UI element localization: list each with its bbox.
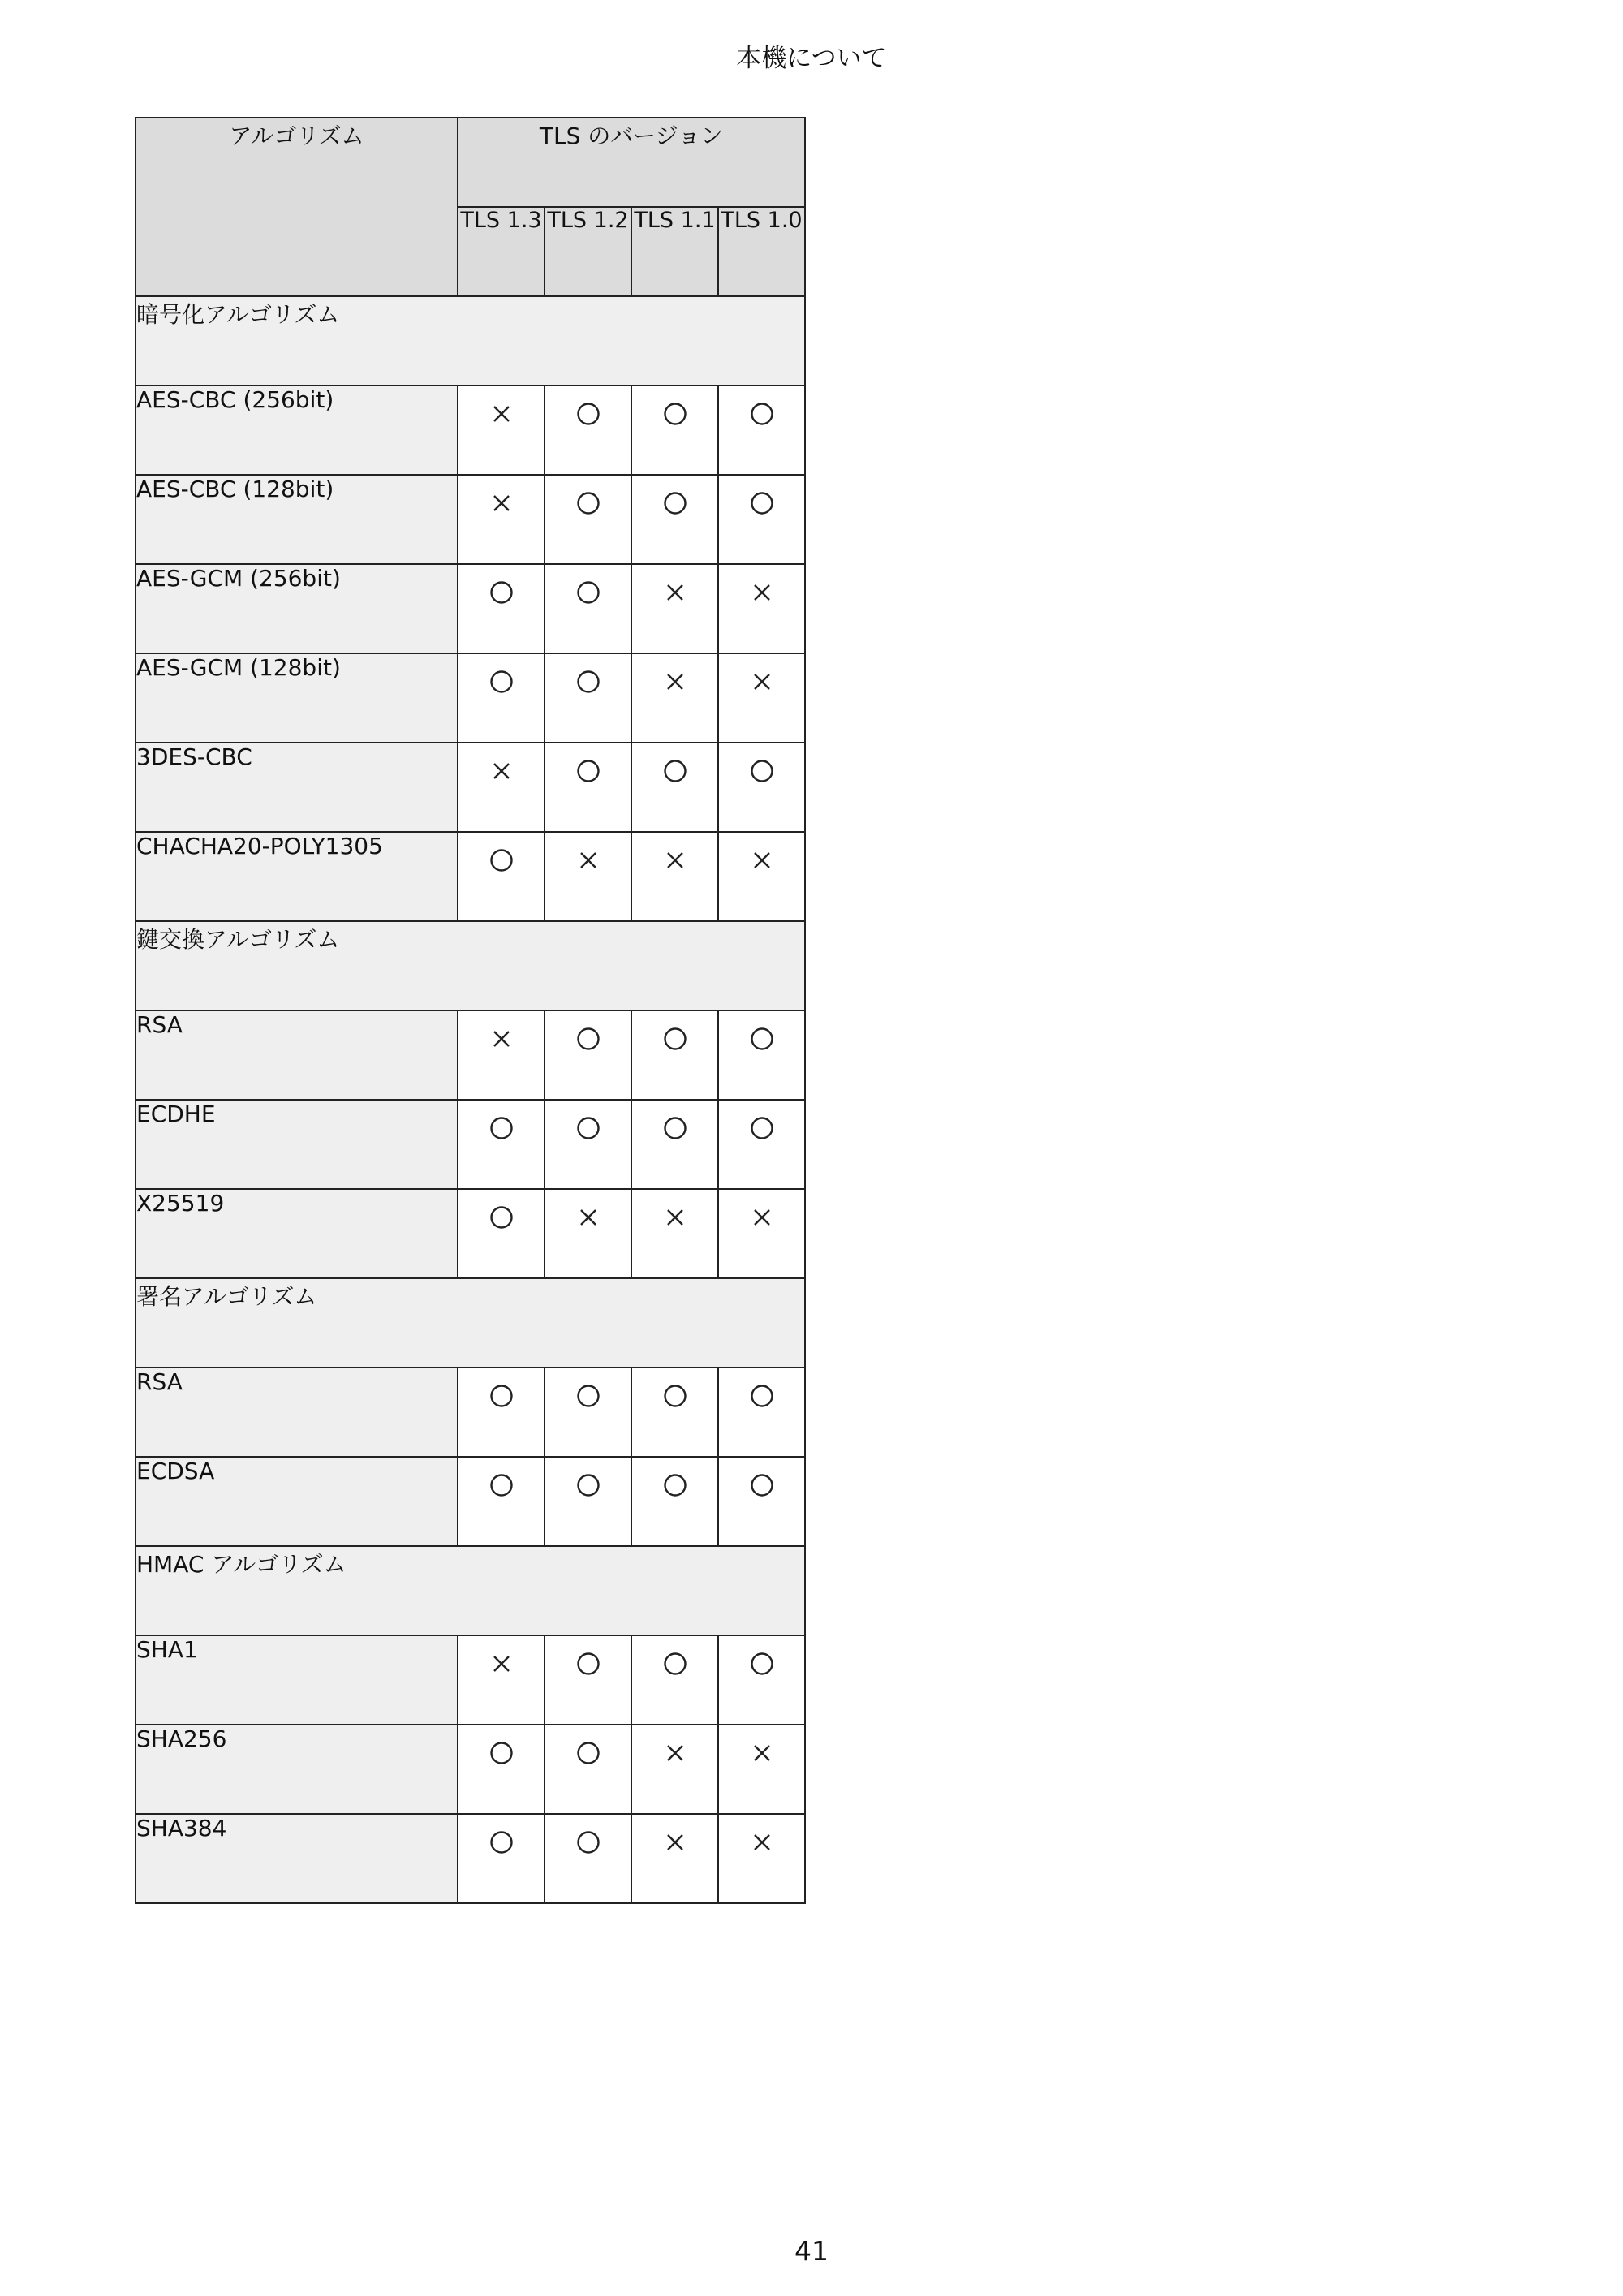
support-cell [631,743,718,832]
circle-icon [489,1473,514,1497]
support-cell [718,564,805,653]
support-cell [718,1010,805,1100]
table-row [136,1010,805,1100]
section-row [136,1278,805,1368]
algorithm-name: SHA384 [136,1814,458,1903]
support-cell [718,653,805,743]
cross-icon [663,670,687,694]
support-cell [458,1635,545,1725]
algorithm-name: CHACHA20-POLY1305 [136,832,458,921]
table-row [136,653,805,743]
support-cell [458,1457,545,1546]
cross-icon [750,1205,774,1230]
support-cell [631,1100,718,1189]
support-cell [718,1635,805,1725]
support-cell [458,1100,545,1189]
circle-icon [489,1205,514,1230]
support-cell [458,475,545,564]
support-cell [718,1457,805,1546]
circle-icon [576,1384,601,1408]
support-cell [631,1368,718,1457]
section-title: 暗号化アルゴリズム [136,296,805,386]
circle-icon [576,1473,601,1497]
table-row [136,743,805,832]
support-cell [458,1814,545,1903]
section-title: HMAC アルゴリズム [136,1546,805,1635]
support-cell [718,743,805,832]
support-cell [545,1100,631,1189]
support-cell [631,1189,718,1278]
circle-icon [489,1741,514,1765]
circle-icon [489,1830,514,1854]
table-row [136,564,805,653]
support-cell [631,1010,718,1100]
circle-icon [663,1652,687,1676]
circle-icon [489,1384,514,1408]
cross-icon [489,759,514,783]
version-header-tls10: TLS 1.0 [718,207,805,296]
cross-icon [750,580,774,605]
algorithm-name: X25519 [136,1189,458,1278]
circle-icon [750,1116,774,1140]
circle-icon [576,1027,601,1051]
circle-icon [576,759,601,783]
algorithm-name: AES-CBC (128bit) [136,475,458,564]
support-cell [718,1814,805,1903]
cross-icon [750,1830,774,1854]
cross-icon [663,580,687,605]
support-cell [545,475,631,564]
support-cell [631,475,718,564]
table-row [136,475,805,564]
table-row [136,1368,805,1457]
support-cell [545,1010,631,1100]
algorithm-column-header: アルゴリズム [136,118,458,296]
circle-icon [750,1652,774,1676]
support-cell [458,1725,545,1814]
cross-icon [489,402,514,426]
cross-icon [750,670,774,694]
circle-icon [663,759,687,783]
cross-icon [489,1027,514,1051]
cross-icon [489,1652,514,1676]
cross-icon [576,1205,601,1230]
cross-icon [663,1830,687,1854]
table-header [136,118,805,296]
section-row [136,921,805,1010]
table-body [136,296,805,1903]
support-cell [458,1189,545,1278]
support-cell [631,1725,718,1814]
support-cell [631,386,718,475]
circle-icon [663,1384,687,1408]
section-row [136,1546,805,1635]
algorithm-name: ECDHE [136,1100,458,1189]
support-cell [718,832,805,921]
support-cell [718,475,805,564]
support-cell [545,1814,631,1903]
circle-icon [576,1116,601,1140]
support-cell [718,1725,805,1814]
section-row [136,296,805,386]
support-cell [718,1368,805,1457]
version-header-tls11: TLS 1.1 [631,207,718,296]
support-cell [545,564,631,653]
support-cell [718,1189,805,1278]
table-row [136,1814,805,1903]
support-cell [458,1368,545,1457]
section-title: 署名アルゴリズム [136,1278,805,1368]
cross-icon [750,1741,774,1765]
circle-icon [663,1027,687,1051]
cross-icon [489,491,514,515]
cross-icon [576,848,601,872]
circle-icon [576,1652,601,1676]
support-cell [458,1010,545,1100]
circle-icon [750,402,774,426]
table-row [136,1725,805,1814]
support-cell [631,564,718,653]
algorithm-name: SHA1 [136,1635,458,1725]
algorithm-name: AES-CBC (256bit) [136,386,458,475]
support-cell [458,832,545,921]
circle-icon [576,670,601,694]
algorithm-name: AES-GCM (256bit) [136,564,458,653]
support-cell [545,743,631,832]
circle-icon [576,1830,601,1854]
circle-icon [489,848,514,872]
support-cell [458,743,545,832]
support-cell [631,1457,718,1546]
support-cell [631,653,718,743]
cross-icon [663,1205,687,1230]
algorithm-name: RSA [136,1368,458,1457]
circle-icon [489,1116,514,1140]
algorithm-name: SHA256 [136,1725,458,1814]
circle-icon [576,402,601,426]
circle-icon [750,1473,774,1497]
circle-icon [750,1384,774,1408]
circle-icon [663,1473,687,1497]
support-cell [631,832,718,921]
table-row [136,1100,805,1189]
algorithm-name: AES-GCM (128bit) [136,653,458,743]
table-row [136,1189,805,1278]
support-cell [458,653,545,743]
table-row [136,386,805,475]
circle-icon [489,670,514,694]
support-cell [718,386,805,475]
circle-icon [576,491,601,515]
algorithm-name: 3DES-CBC [136,743,458,832]
cross-icon [750,848,774,872]
support-cell [718,1100,805,1189]
circle-icon [663,491,687,515]
circle-icon [663,402,687,426]
support-cell [545,653,631,743]
page-header-title: 本機について [736,44,887,73]
support-cell [545,1725,631,1814]
support-cell [458,386,545,475]
circle-icon [750,759,774,783]
circle-icon [750,491,774,515]
tls-algorithm-table [135,117,806,1904]
support-cell [545,1457,631,1546]
page-number: 41 [794,2235,829,2267]
support-cell [545,1635,631,1725]
table-row [136,832,805,921]
header-row-top [136,118,805,207]
cross-icon [663,848,687,872]
circle-icon [750,1027,774,1051]
circle-icon [489,580,514,605]
circle-icon [576,580,601,605]
circle-icon [663,1116,687,1140]
table-row [136,1457,805,1546]
support-cell [545,832,631,921]
version-header-tls12: TLS 1.2 [545,207,631,296]
support-cell [545,386,631,475]
cross-icon [663,1741,687,1765]
algorithm-name: RSA [136,1010,458,1100]
circle-icon [576,1741,601,1765]
support-cell [631,1814,718,1903]
support-cell [458,564,545,653]
support-cell [545,1189,631,1278]
version-header-tls13: TLS 1.3 [458,207,545,296]
algorithm-name: ECDSA [136,1457,458,1546]
section-title: 鍵交換アルゴリズム [136,921,805,1010]
support-cell [631,1635,718,1725]
table-row [136,1635,805,1725]
tls-version-column-header: TLS のバージョン [458,118,805,207]
support-cell [545,1368,631,1457]
